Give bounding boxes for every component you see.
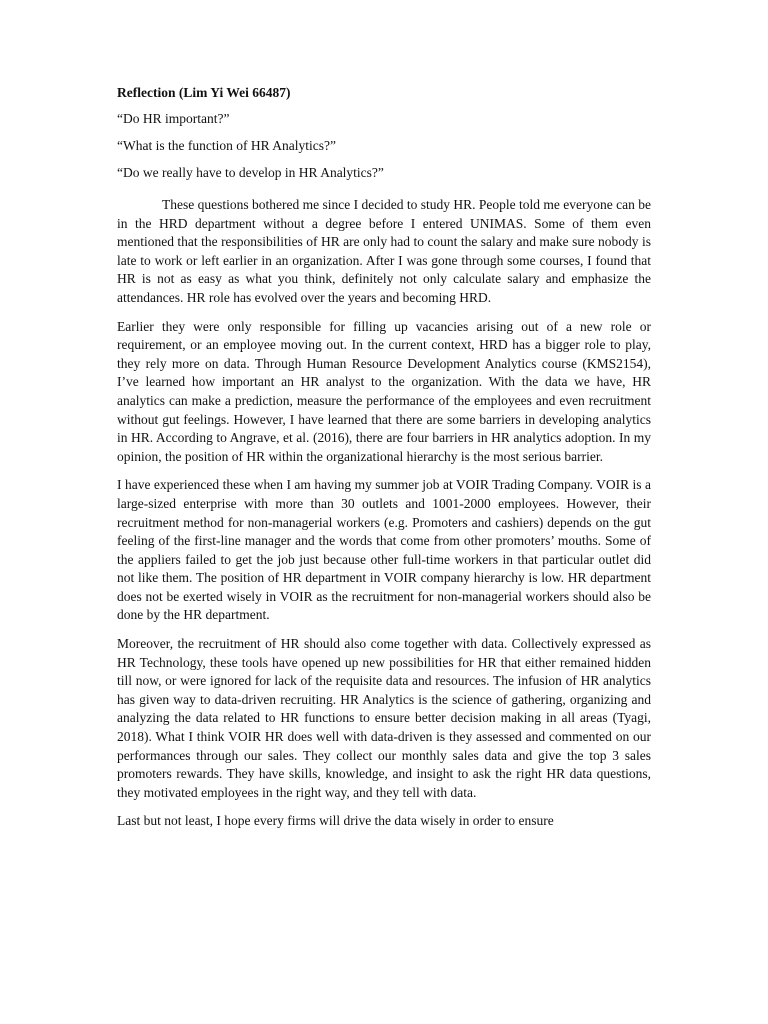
question-1: “Do HR important?” xyxy=(117,111,230,126)
document-title: Reflection (Lim Yi Wei 66487) xyxy=(117,85,291,100)
paragraph-1: These questions bothered me since I decided to study HR. People told me everyone can be in the HRD department without a degree before I entered UNIMAS. Some of them even mentioned that the responsibilities of HR are only had to count the salary and make sure nobody is late to work or left earlier in an organization. After I was gone through some courses, I found that HR is not as easy as what you think, definitely not only calculate salary and emphasize the attendances. HR role has evolved over the years and becoming HRD. xyxy=(117,197,651,305)
paragraph-2: Earlier they were only responsible for filling up vacancies arising out of a new role or requirement, or an employee moving out. In the current context, HRD has a bigger role to play, they rely more on data. Through Human Resource Development Analytics course (KMS2154), I’ve learned how important an HR analyst to the organization. With the data we have, HR analytics can make a prediction, measure the performance of the employees and even recruitment without gut feelings. However, I have learned that there are some barriers in developing analytics in HR. According to Angrave, et al. (2016), there are four barriers in HR analytics adoption. In my opinion, the position of HR within the organizational hierarchy is the most serious barrier. xyxy=(117,318,651,464)
question-3: “Do we really have to develop in HR Analytics?” xyxy=(117,165,384,180)
paragraph-3: I have experienced these when I am having my summer job at VOIR Trading Company. VOIR is a large-sized enterprise with more than 30 outlets and 1001-2000 employees. However, their recruitment method for non-managerial workers (e.g. Promoters and cashiers) depends on the gut feeling of the first-line manager and the words that come from other promoters’ mouths. Some of the appliers failed to get the job just because other full-time workers in that particular outlet did not like them. The position of HR department in VOIR company hierarchy is low. HR department does not be exerted wisely in VOIR as the recruitment for non-managerial workers should also be done by the HR department. xyxy=(117,477,651,623)
question-2: “What is the function of HR Analytics?” xyxy=(117,138,336,153)
paragraph-5: Last but not least, I hope every firms will drive the data wisely in order to ensure xyxy=(117,813,554,829)
document-body xyxy=(117,84,651,841)
paragraph-4: Moreover, the recruitment of HR should also come together with data. Collectively expressed as HR Technology, these tools have opened up new possibilities for HR that either remained hidden till now, or were ignored for lack of the requisite data and resources. The infusion of HR analytics has given way to data-driven recruiting. HR Analytics is the science of gathering, organizing and analyzing the data related to HR functions to ensure better decision making in all areas (Tyagi, 2018). What I think VOIR HR does well with data-driven is they assessed and commented on our performances through our sales. They collect our monthly sales data and give the top 3 sales promoters rewards. They have skills, knowledge, and insight to ask the right HR data questions, they motivated employees in the right way, and they tell with data. xyxy=(117,636,651,800)
